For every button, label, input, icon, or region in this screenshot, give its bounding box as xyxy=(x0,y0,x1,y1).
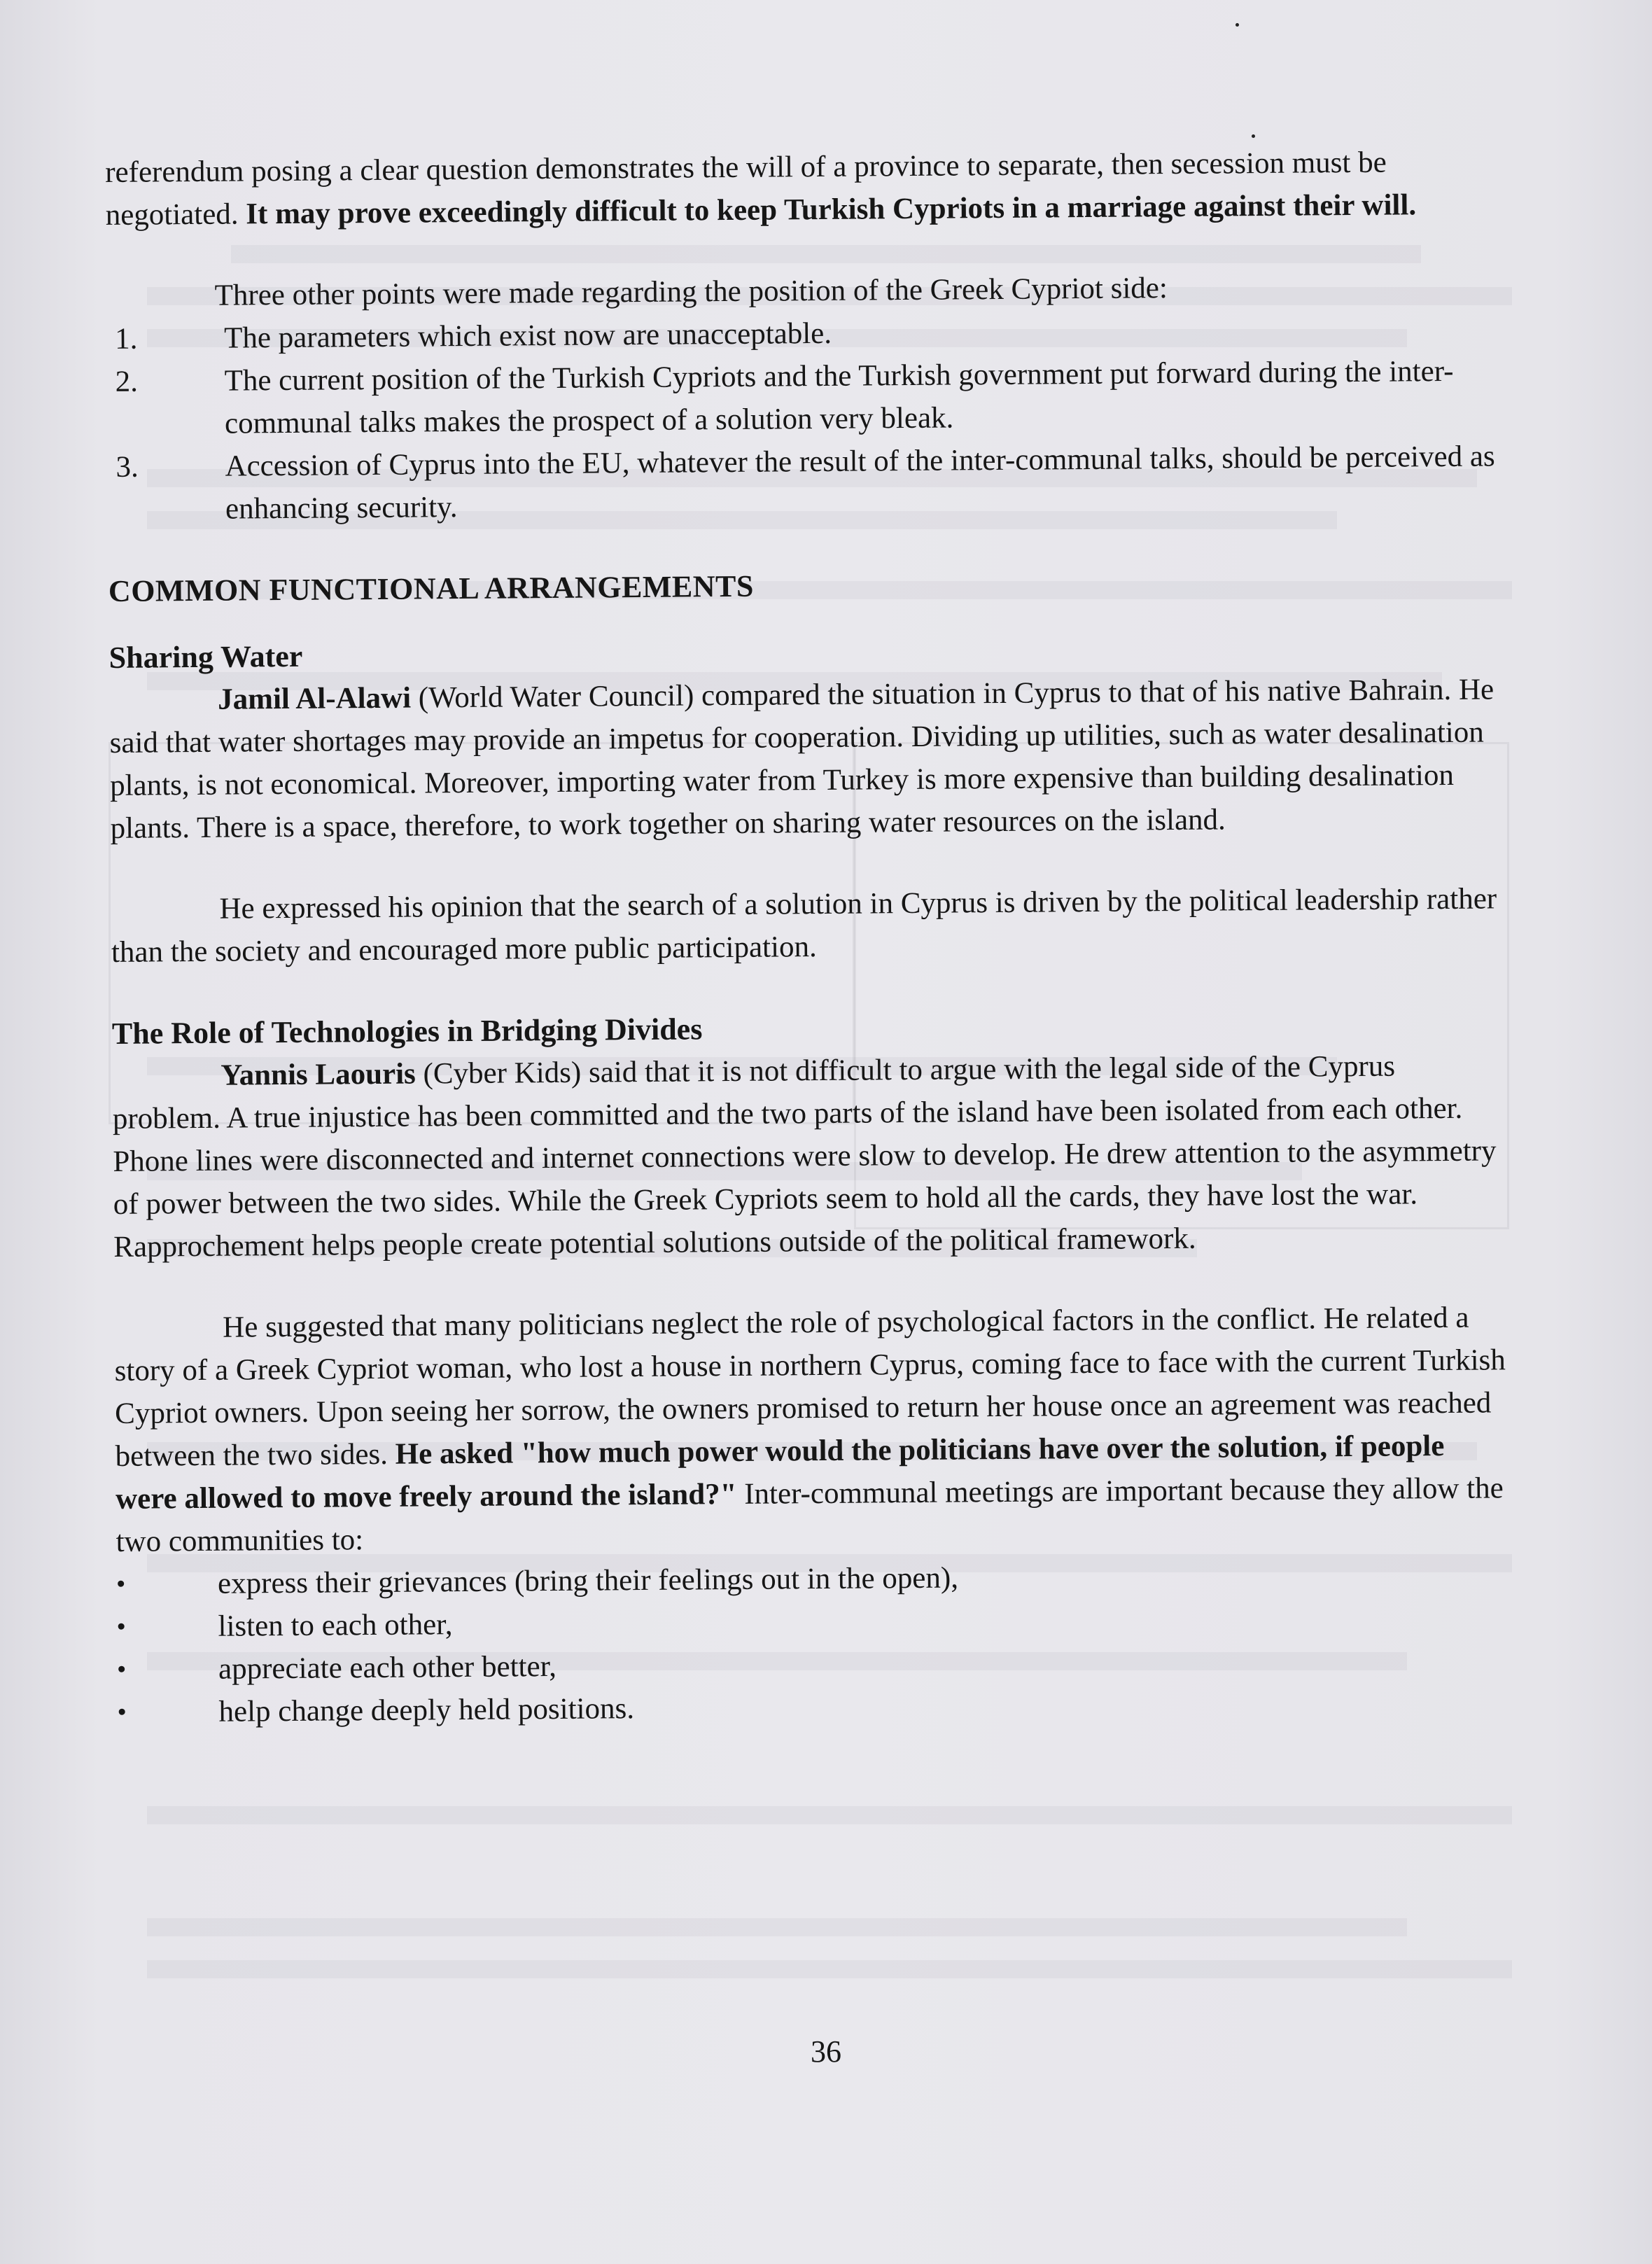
list-number: 1. xyxy=(114,322,138,356)
bullet-icon: • xyxy=(116,1612,127,1642)
speaker-name: Yannis Laouris xyxy=(220,1057,416,1092)
points-list xyxy=(106,307,1501,531)
page-content xyxy=(105,140,1511,1734)
tech-paragraph-1-text: (Cyber Kids) said that it is not difficult to argue with the legal side of the Cyprus problem. A true injustice has been committed and the two parts of the island have been isolated from each other. Phone lines were disconnected and internet connections were slow to develop. He drew attention to the asymmetry of power between the two sides. While the Greek Cypriots seem to hold all the cards, they have lost the war. Rapprochement helps people create potential solutions outside of the political framework. xyxy=(112,1049,1497,1264)
points-intro: Three other points were made regarding the position of the Greek Cypriot side: xyxy=(214,272,1168,312)
tech-paragraph-2-bold: He asked "how much power would the politicians have over the solution, if people were allowed to move freely around the island?" xyxy=(115,1430,1445,1516)
tech-paragraph-2-text: He suggested that many politicians neglect the role of psychological factors in the conflict. He related a story of a Greek Cypriot woman, who lost a house in northern Cyprus, coming face to face with the current Turkish Cypriot owners. Upon seeing her sorrow, the owners promised to return her house once an agreement was reached between the two sides. xyxy=(114,1301,1506,1473)
bullet-icon: • xyxy=(116,1654,127,1684)
intro-text: referendum posing a clear question demonstrates the will of a province to separate, then secession must be negotiated. xyxy=(105,146,1387,232)
intro-paragraph xyxy=(105,140,1499,237)
water-paragraph-1-text: (World Water Council) compared the situation in Cyprus to that of his native Bahrain. He said that water shortages may provide an impetus for cooperation. Dividing up utilities, such as water desalination plants, is not economical. Moreover, importing water from Turkey is more expensive than building desalination plants. There is a space, therefore, to work together on sharing water resources on the island. xyxy=(109,673,1494,845)
tech-heading: The Role of Technologies in Bridging Divides xyxy=(111,1012,703,1051)
tech-paragraph-2-tail: Inter-communal meetings are important because they allow the two communities to: xyxy=(115,1472,1504,1558)
water-heading: Sharing Water xyxy=(108,638,303,675)
bullet-list xyxy=(116,1552,1511,1734)
speaker-name: Jamil Al-Alawi xyxy=(217,681,412,716)
list-text: listen to each other, xyxy=(218,1608,453,1643)
list-item xyxy=(106,349,1500,446)
water-paragraph-2: He expressed his opinion that the search of a solution in Cyprus is driven by the political leadership rather than the society and encouraged more public participation. xyxy=(111,882,1497,969)
list-text: The current position of the Turkish Cypriots and the Turkish government put forward during the inter-communal talks makes the prospect of a solution very bleak. xyxy=(224,354,1454,440)
intro-bold-text: It may prove exceedingly difficult to keep Turkish Cypriots in a marriage against their will. xyxy=(246,188,1417,231)
list-number: 2. xyxy=(115,365,139,398)
list-number: 3. xyxy=(115,450,139,484)
list-text: The parameters which exist now are unacceptable. xyxy=(223,316,832,355)
tech-paragraph-2 xyxy=(114,1296,1509,1563)
list-item xyxy=(107,435,1501,531)
bullet-icon: • xyxy=(115,1569,126,1599)
list-text: appreciate each other better, xyxy=(218,1650,557,1686)
section-heading: COMMON FUNCTIONAL ARRANGEMENTS xyxy=(108,568,755,608)
bullet-icon: • xyxy=(117,1697,127,1727)
scan-speck xyxy=(1236,23,1239,27)
list-text: Accession of Cyprus into the EU, whatever the result of the inter-communal talks, should be perceived as enhancing security. xyxy=(225,440,1495,526)
water-paragraph-1 xyxy=(109,668,1504,850)
page-number: 36 xyxy=(811,2034,841,2069)
tech-paragraph-1 xyxy=(112,1044,1506,1269)
scan-speck xyxy=(1252,134,1255,138)
list-text: express their grievances (bring their feelings out in the open), xyxy=(217,1561,959,1600)
list-text: help change deeply held positions. xyxy=(218,1692,635,1728)
